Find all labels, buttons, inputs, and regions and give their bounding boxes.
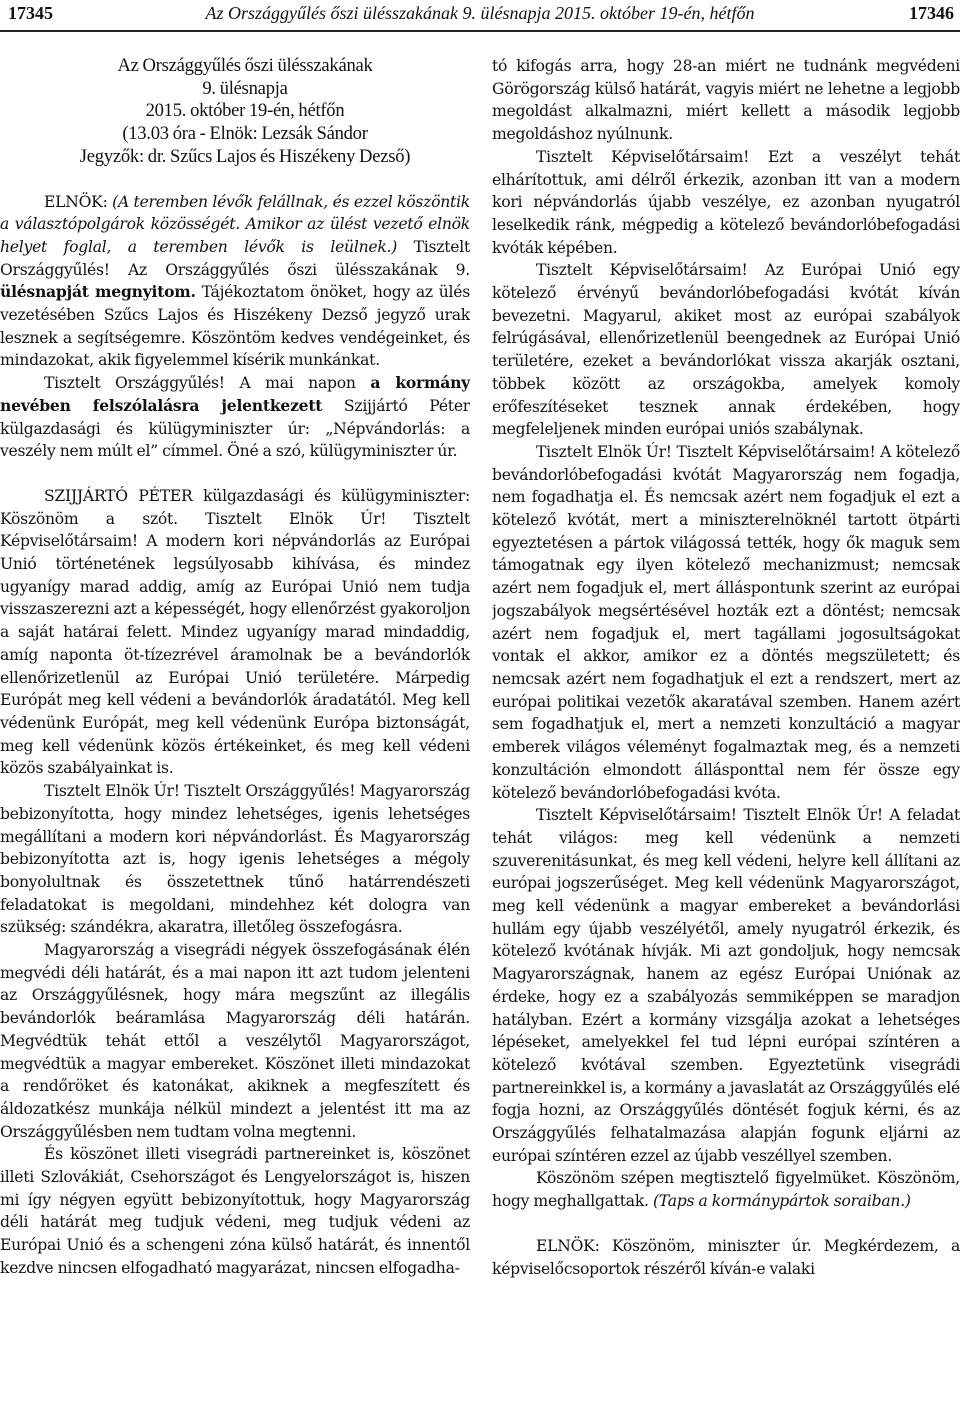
- speaker-name: ELNÖK:: [536, 1236, 600, 1255]
- meta-line: (13.03 óra - Elnök: Lezsák Sándor: [122, 123, 368, 145]
- paragraph-text: Tájékoztatom önöket, hogy az ülés vezetésében Szűcs Lajos és Hiszékeny Dezső jegyző urak lesznek a segítségemre. Köszöntöm kedves vendégeinket, és mindazokat, akik figyelemmel kísérik munkánkat.: [0, 283, 470, 370]
- paragraph: Tisztelt Képviselőtársaim! Az Európai Unió egy kötelező érvényű bevándorlóbefogadási kvótát kíván bevezetni. Magyarul, akiket most az európai szabályok felrúgásával, ellenőrizetlenül beengednek az Európai Unió területére, ezeket a bevándorlókat vissza akarják osztani, többek között az országokba, amelyek komoly erőfeszítéseket tesznek annak érdekében, hogy megfeleljenek minden európai uniós szabálynak.: [492, 261, 960, 439]
- paragraph: tó kifogás arra, hogy 28-an miért ne tudnánk megvédeni Görögország külső határát, vagyis miért ne lehetne a legjobb megoldást alkalmazni, miért kellett a második legjobb megoldáshoz nyúlnunk.: [492, 57, 960, 144]
- paragraph-text: Köszönöm a szót. Tisztelt Elnök Úr! Tisztelt Képviselőtársaim! A modern kori népvándorlás az Európai Unió történetének legsúlyosabb kihívása, és mindez ugyanígy marad addig, amíg az Európai Unió nem tudja visszaszerezni azt a képességét, hogy ellenőrzést gyakoroljon a saját határai felett. Mindez ugyanígy marad mindaddig, amíg naponta öt-tízezrével áramolnak be a bevándorlók ellenőrizetlenül az Európai Unió területére. Márpedig Európát meg kell védeni a bevándorlók áradatától. Meg kell védenünk Európát, meg kell védenünk Európa biztonságát, meg kell védenünk közös értékeinket, és meg kell védeni közös szabályainkat is.: [0, 509, 470, 778]
- emphasis: ülésnapját megnyitom.: [0, 282, 196, 302]
- meta-line: 9. ülésnapja: [202, 77, 288, 99]
- paragraph-text: Köszönöm szépen megtisztelő figyelmüket. Köszönöm, hogy meghallgattak.: [492, 1169, 960, 1211]
- paragraph: És köszönet illeti visegrádi partnereinket is, köszönet illeti Szlovákiát, Csehországot és Lengyelországot is, hiszen mi így négyen együtt bebizonyítottuk, hogy Magyarország déli határát meg tudjuk védeni, meg tudjuk védeni az Európai Unió és a schengeni zóna külső határát, és innentől kezdve nincsen elfogadható magyarázat, nincsen elfogadha-: [0, 1145, 470, 1277]
- paragraph-text: Szijjártó Péter külgazdasági és külügyminiszter úr: „Népvándorlás: a veszély nem múlt el” címmel. Öné a szó, külügyminiszter úr.: [0, 396, 470, 461]
- paragraph: [492, 1235, 960, 1280]
- stage-direction: (Taps a kormánypártok soraiban.): [652, 1192, 911, 1211]
- session-meta: [0, 55, 470, 169]
- paragraph: [0, 191, 470, 373]
- paragraph: Tisztelt Képviselőtársaim! Ezt a veszélyt tehát elhárítottuk, ami délről érkezik, azonban itt van a modern kori népvándorlás újabb veszélye, ez azonban nyugatról leselkedik ránk, mégpedig a kötelező bevándorlóbefogadási kvóták képében.: [492, 147, 960, 257]
- paragraph: Magyarország a visegrádi négyek összefogásának élén megvédi déli határát, és a mai napon itt azt tudom jelenteni az Országgyűlésnek, hogy mára megszűnt az illegális bevándorlók beáramlása Magyarország déli határán. Megvédtük tehát ettől a veszélytől Magyarországot, megvédtük a magyar embereket. Köszönet illeti mindazokat a rendőröket és katonákat, akiknek a megfeszített és áldozatkész munkája nélkül mindezt a jelentést itt ma az Országgyűlésben nem tudtam volna megtenni.: [0, 941, 470, 1141]
- paragraph: Tisztelt Elnök Úr! Tisztelt Országgyűlés! Magyarország bebizonyította, hogy mindez lehetséges, igenis lehetséges megállítani a modern kori népvándorlást. És Magyarország bebizonyította azt is, hogy igenis lehetséges a mégoly bonyolultnak és összetettnek tűnő határrendészeti feladatokat is megoldani, mindehhez két dologra van szükség: szándékra, akaratra, illetőleg összefogásra.: [0, 782, 470, 937]
- paragraph-text: Tisztelt Országgyűlés! Az Országgyűlés őszi ülésszakának 9.: [0, 237, 470, 279]
- meta-line: 2015. október 19-én, hétfőn: [145, 100, 345, 122]
- paragraph-text: Köszönöm, miniszter úr. Megkérdezem, a képviselőcsoportok részéről kíván-e valaki: [492, 1236, 960, 1278]
- page-number-left: 17345: [8, 3, 53, 23]
- paragraph: [0, 372, 470, 463]
- emphasis: a kormány nevében felszólalásra jelentkezett: [0, 373, 470, 415]
- paragraph: Tisztelt Képviselőtársaim! Tisztelt Elnök Úr! A feladat tehát világos: meg kell védenünk a nemzeti szuverenitásunkat, és meg kell védeni, helyre kell állítani az európai jogszerűséget. Meg kell védenünk Magyarországot, meg kell védenünk a magyar embereket a bevándorlási hullám egy újabb veszélyétől, amely nyugatról érkezik, és kötelező kvótának hívják. Mi azt gondoljuk, hogy nemcsak Magyarországnak, hanem az egész Európai Uniónak az érdeke, hogy ez a szabályozás semmiképpen se maradjon hatályban. Ezért a kormány vizsgálja azokat a lehetséges lépéseket, amelyekkel fel tud lépni európai színtéren a kötelező kvótával szemben. Egyeztetünk visegrádi partnereinkkel is, a kormány a javaslatát az Országgyűlés elé fogja hozni, az Országgyűlés döntését fogjuk kérni, és az Országgyűlés felhatalmazása alapján fogunk eljárni az európai színtéren ezzel az újabb veszéllyel szemben.: [492, 806, 960, 1165]
- page-number-right: 17346: [909, 3, 954, 23]
- left-column: [0, 55, 470, 1413]
- paragraph: [492, 1167, 960, 1212]
- paragraph: [0, 485, 470, 780]
- speaker-name: SZIJJÁRTÓ PÉTER külgazdasági és külügyminiszter:: [44, 486, 470, 505]
- running-title: Az Országgyűlés őszi ülésszakának 9. ülésnapja 2015. október 19-én, hétfőn: [205, 3, 755, 23]
- speaker-name: ELNÖK:: [44, 192, 113, 211]
- meta-line: Jegyzők: dr. Szűcs Lajos és Hiszékeny Dezső): [79, 145, 411, 167]
- header-rule: [0, 30, 960, 32]
- stage-direction: (A teremben lévők felállnak, és ezzel köszöntik a választópolgárok közösségét. Amikor az ülést vezető elnök helyet foglal, a teremben lévők is leülnek.): [0, 192, 470, 256]
- paragraph-text: Tisztelt Országgyűlés! A mai napon: [44, 374, 371, 393]
- meta-line: Az Országgyűlés őszi ülésszakának: [117, 55, 373, 76]
- paragraph: Tisztelt Elnök Úr! Tisztelt Képviselőtársaim! A kötelező bevándorlóbefogadási kvótát Magyarország nem fogadja, nem fogadhatja el. És nemcsak azért nem fogadjuk el ezt a kötelező kvótát, mert a miniszterelnöknél tartott ötpárti egyeztetésen a pártok világossá tették, hogy ők maguk sem támogatnak egy ilyen kötelező mechanizmust; nemcsak azért nem fogadjuk el, mert álláspontunk szerint az európai jogszabályok megsértésével hozták ezt a döntést; nemcsak azért nem fogadjuk el, mert tagállami jogosultságokat vontak el akkor, amikor ez a döntés megszületett; és nemcsak azért nem fogadhatjuk el ezt a rendszert, mert az európai politikai vezetők akaratával szemben. Hanem azért sem fogadhatjuk el, mert a nemzeti konzultáció a magyar emberek világos véleményt fogalmaztak meg, és a nemzeti konzultáción elmondott állásponttal nem fér össze egy kötelező bevándorlóbefogadási kvóta.: [492, 442, 960, 802]
- running-header: [0, 0, 960, 30]
- right-column: [492, 55, 960, 1413]
